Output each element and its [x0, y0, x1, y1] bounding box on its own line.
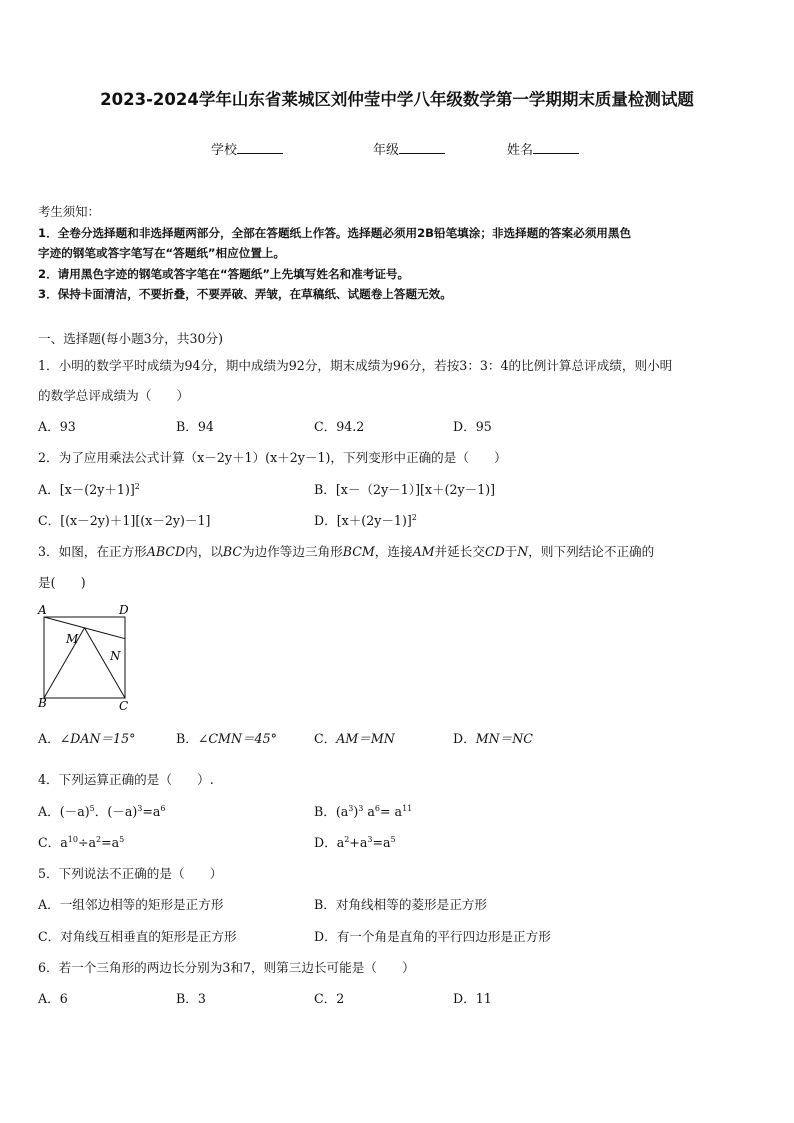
q3-text: ，则下列结论不正确的: [528, 544, 655, 559]
q4-d-exp: 3: [367, 835, 373, 844]
q4-a-part: ．(－a): [94, 804, 138, 819]
q3-option-c-letter: C．: [314, 731, 337, 746]
q5-option-d: D．有一个角是直角的平行四边形是正方形: [314, 929, 551, 944]
q4-d-exp: 2: [344, 835, 350, 844]
q3-stem-line2: 是( ): [38, 575, 86, 590]
notice-rule-1b: 字迹的钢笔或答字笔写在“答题纸”相应位置上。: [38, 246, 286, 260]
q4-option-c: [38, 832, 124, 851]
q4-a-part: A．(－a): [38, 804, 90, 819]
school-field: [211, 139, 283, 158]
q3-var-am: AM: [412, 544, 435, 559]
q4-b-exp: 3: [348, 804, 354, 813]
q3-option-a-letter: A．: [38, 731, 60, 746]
q1-stem-line2: 的数学总评成绩为（ ）: [38, 388, 190, 403]
q4-c-exp: 10: [67, 835, 78, 844]
q3-stem-line1: [38, 541, 654, 560]
q3-text: 3．如图，在正方形: [38, 544, 147, 559]
q5-option-c: C．对角线互相垂直的矩形是正方形: [38, 929, 237, 944]
q2-option-a: [38, 479, 140, 498]
q6-option-c: C．2: [314, 991, 345, 1006]
q2-option-d-exp: 2: [411, 513, 417, 522]
q4-d-part: D．a: [314, 835, 345, 850]
q4-option-b: [314, 801, 412, 820]
q4-a-exp: 3: [137, 804, 143, 813]
q3-option-b: [176, 728, 277, 747]
q2-option-d-text: D．[x＋(2y－1)]: [314, 513, 412, 528]
label-a: A: [38, 603, 47, 617]
q4-c-exp: 2: [96, 835, 102, 844]
name-blank: [533, 141, 579, 154]
q3-option-b-expr: ∠CMN＝45°: [197, 731, 277, 746]
section-heading: 一、选择题(每小题3分，共30分): [38, 331, 223, 346]
q4-b-exp: 6: [374, 804, 380, 813]
exam-notice: [38, 202, 758, 305]
school-label: 学校: [211, 143, 238, 158]
q4-a-part: =a: [142, 804, 161, 819]
q3-option-d: [453, 728, 533, 747]
q3-option-c: [314, 728, 395, 747]
q4-d-exp: 5: [390, 835, 396, 844]
q3-option-b-letter: B．: [176, 731, 198, 746]
q4-d-part: =a: [372, 835, 391, 850]
q3-square-figure: [36, 600, 136, 715]
q6-option-a: A．6: [38, 991, 68, 1006]
q3-var-bcm: BCM: [342, 544, 375, 559]
q4-option-a: [38, 801, 166, 820]
notice-heading: 考生须知：: [38, 204, 100, 219]
label-n: N: [110, 649, 121, 663]
q4-stem: 4．下列运算正确的是（ ）.: [38, 772, 214, 787]
q2-option-c: C．[(x－2y)＋1][(x－2y)－1]: [38, 513, 211, 528]
grade-blank: [399, 141, 445, 154]
q3-text: ，连接: [374, 544, 413, 559]
q2-option-a-text: A．[x－(2y＋1)]: [38, 482, 135, 497]
q3-var-cd: CD: [484, 544, 505, 559]
q5-stem: 5．下列说法不正确的是（ ）: [38, 866, 223, 881]
q5-option-a: A．一组邻边相等的矩形是正方形: [38, 897, 224, 912]
q3-text: 为边作等边三角形: [242, 544, 343, 559]
name-field: [507, 139, 579, 158]
q1-stem-line1: 1．小明的数学平时成绩为94分，期中成绩为92分，期末成绩为96分，若按3：3：4的比例计算总评成绩，则小明: [38, 358, 673, 373]
q4-b-part: a: [363, 804, 375, 819]
segment-an: [44, 617, 125, 639]
grade-field: [373, 139, 445, 158]
q3-var-abcd: ABCD: [146, 544, 186, 559]
q3-option-a: [38, 728, 135, 747]
q4-c-part: C．a: [38, 835, 68, 850]
q4-b-part: = a: [380, 804, 403, 819]
q4-c-part: =a: [101, 835, 120, 850]
q4-d-part: +a: [349, 835, 368, 850]
notice-rule-2: 2．请用黑色字迹的钢笔或答字笔在“答题纸”上先填写姓名和准考证号。: [38, 266, 410, 281]
label-m: M: [66, 632, 79, 646]
q4-b-part: B．(a: [314, 804, 349, 819]
q4-a-exp: 6: [160, 804, 166, 813]
q3-text: 于: [504, 544, 518, 559]
q3-var-bc: BC: [222, 544, 242, 559]
q3-option-d-expr: MN＝NC: [475, 731, 533, 746]
label-c: C: [119, 699, 129, 713]
q1-option-b: B．94: [176, 419, 214, 434]
q4-c-exp: 5: [119, 835, 125, 844]
q1-option-d: D．95: [453, 419, 492, 434]
q3-var-n: N: [517, 544, 529, 559]
q3-text: 内，以: [185, 544, 223, 559]
notice-rule-1a: 1．全卷分选择题和非选择题两部分，全部在答题纸上作答。选择题必须用2B铅笔填涂；非选择题的答案必须用黑色: [38, 225, 632, 240]
page-title: 2023-2024学年山东省莱城区刘仲莹中学八年级数学第一学期期末质量检测试题: [100, 90, 694, 109]
q2-option-a-exp: 2: [134, 482, 140, 491]
notice-rule-3: 3．保持卡面清洁，不要折叠，不要弄破、弄皱，在草稿纸、试题卷上答题无效。: [38, 287, 452, 301]
q3-text: 并延长交: [434, 544, 485, 559]
grade-label: 年级: [373, 143, 400, 158]
label-b: B: [38, 696, 47, 710]
q1-option-c: C．94.2: [314, 419, 365, 434]
q4-b-part: ): [353, 804, 359, 819]
q6-option-d: D．11: [453, 991, 492, 1006]
q4-b-exp: 3: [358, 804, 364, 813]
q3-option-d-letter: D．: [453, 731, 476, 746]
q1-option-a: A．93: [38, 419, 76, 434]
q2-stem: 2．为了应用乘法公式计算（x－2y＋1）(x＋2y－1)，下列变形中正确的是（ ）: [38, 450, 507, 465]
label-d: D: [119, 603, 129, 617]
q6-stem: 6．若一个三角形的两边长分别为3和7，则第三边长可能是（ ）: [38, 960, 415, 975]
q4-b-exp: 11: [402, 804, 413, 813]
q5-option-b: B．对角线相等的菱形是正方形: [314, 897, 487, 912]
name-label: 姓名: [507, 143, 534, 158]
q4-option-d: [314, 832, 396, 851]
q4-c-part: ÷a: [77, 835, 96, 850]
q2-option-b: B．[x－（2y－1）][x＋(2y－1)]: [314, 482, 496, 497]
q6-option-b: B．3: [176, 991, 206, 1006]
school-blank: [237, 141, 283, 154]
q2-option-d: [314, 510, 417, 529]
q3-option-c-expr: AM＝MN: [336, 731, 395, 746]
q4-a-exp: 5: [89, 804, 95, 813]
q3-option-a-expr: ∠DAN＝15°: [59, 731, 136, 746]
